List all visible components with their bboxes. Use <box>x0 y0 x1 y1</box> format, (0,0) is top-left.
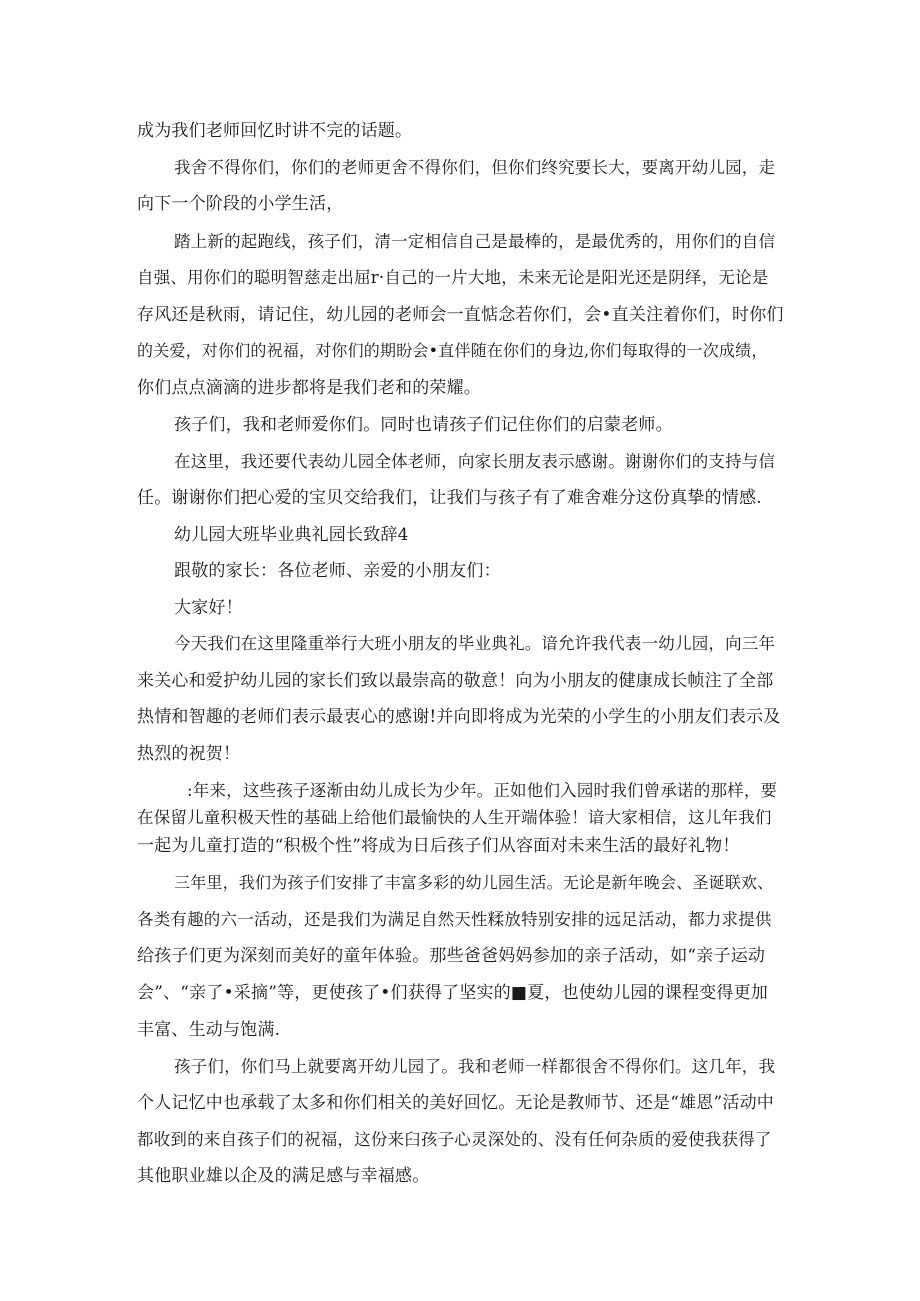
text-line: 踏上新的起跑线，孩子们，清一定相信自己是最棒的，是最优秀的，用你们的自信 <box>174 232 776 251</box>
text-line: 来关心和爱护幼儿园的家长们致以最崇高的敬意！向为小朋友的健康成长帧注了全部 <box>137 671 774 691</box>
text-line: 今天我们在这里隆重举行大班小朋友的毕业典礼。谙允许我代表一幼儿园，向三年 <box>174 634 776 653</box>
text-line: 其他职业雄以企及的满足感与幸福感。 <box>137 1166 430 1186</box>
text-line: :年来，这些孩子逐渐由幼儿成长为少年。正如他们入园时我们曾承诺的那样，要 <box>187 781 778 800</box>
text-line: 孩子们，我和老师爱你们。同时也请孩子们记住你们的启蒙老师。 <box>174 415 673 435</box>
greeting: 大家好！ <box>174 598 243 618</box>
text-line: 各类有趣的六一活动，还是我们为满足自然天性糅放特别安排的远足活动，都力求提供 <box>137 910 772 929</box>
text-line: 孩子们，你们马上就要离开幼儿园了。我和老师一样都很舍不得你们。这几年，我 <box>174 1057 776 1076</box>
text-line: 你们点点滴滴的进步都将是我们老和的荣耀。 <box>137 378 481 398</box>
text-line: 我舍不得你们，你们的老师更舍不得你们，但你们终究要长大，要离开幼儿园，走 <box>174 158 776 177</box>
text-line: 热情和智趣的老师们表示最衷心的感谢!并向即将成为光荣的小学生的小朋友们表示及 <box>137 707 781 727</box>
text-line: 三年里，我们为孩子们安排了丰富多彩的幼儿园生活。无论是新年晚会、圣诞联欢、 <box>174 873 774 892</box>
text-line: 热烈的祝贺！ <box>137 744 241 764</box>
text-line: 都收到的来自孩子们的祝福，这份来臼孩子心灵深处的、没有任何杂质的爱使我获得了 <box>137 1130 772 1149</box>
text-line: 的关爱，对你们的祝福，对你们的期盼会•直伴随在你们的身边,你们每取得的一次成绩， <box>137 341 768 360</box>
text-line: 会”、“亲了•采摘”等，更使孩了•们获得了坚实的■夏，也使幼儿园的课程变得更加 <box>137 983 768 1003</box>
section-title: 幼儿园大班毕业典礼园长致辞4 <box>174 525 409 545</box>
text-line: 自强、用你们的聪明智慈走出屈r·自己的一片大地，未来无论是阳光还是阴绎，无论是 <box>137 268 769 287</box>
text-line: 任。谢谢你们把心爱的宝贝交给我们，让我们与孩子有了难舍难分这份真挚的情感. <box>137 488 762 508</box>
text-line: 丰富、生动与饱满. <box>137 1020 281 1040</box>
text-line: 一起为儿童打造的“积极个性”将成为日后孩子们从容面对未来生活的最好礼物！ <box>137 836 740 856</box>
text-line: 向下一个阶段的小学生活， <box>137 194 344 214</box>
text-line: 在保留儿童积极天性的基础上给他们最愉快的人生开端体验！谙大家相信，这儿年我们 <box>137 808 772 827</box>
text-line: 给孩子们更为深刻而美好的童年体验。那些爸爸妈妈参加的亲子活动，如“亲子运动 <box>137 946 766 966</box>
text-line: 成为我们老师回忆时讲不完的话题。 <box>137 121 413 141</box>
text-line: 个人记忆中也承载了太多和你们相关的美好回忆。无论是教师节、还是“雄恩”活动中 <box>137 1093 774 1113</box>
text-line: 存风还是秋雨，请记住，幼儿园的老师会一直惦念若你们，会•直关注着你们，时你们 <box>137 305 784 325</box>
text-line: 在这里，我还要代表幼儿园全体老师，向家长朋友表示感谢。谢谢你们的支持与信 <box>174 452 776 471</box>
salutation: 跟敬的家长：各位老师、亲爱的小朋友们： <box>174 561 501 581</box>
